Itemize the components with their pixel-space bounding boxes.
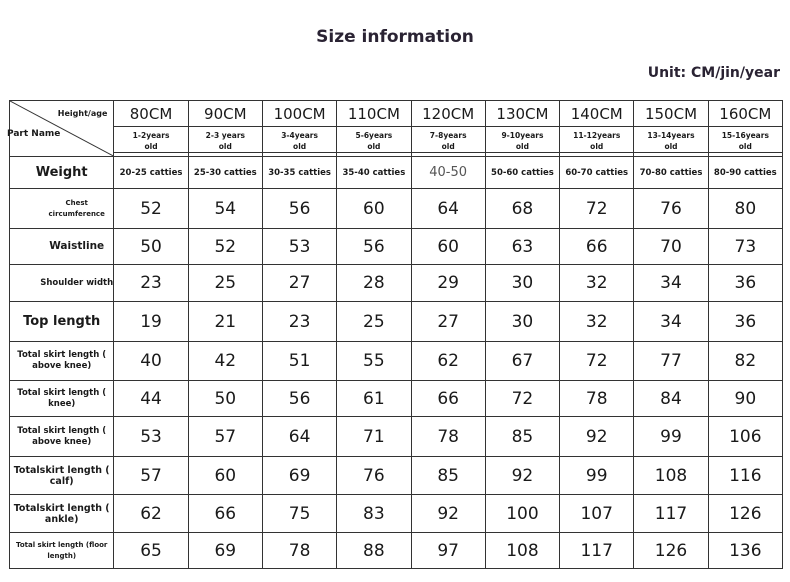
measure-value: 64 xyxy=(411,189,485,229)
measure-value: 106 xyxy=(708,417,782,457)
measure-value: 69 xyxy=(188,533,262,569)
weight-row xyxy=(10,157,783,189)
age-unit: old xyxy=(412,142,485,153)
measure-value: 30 xyxy=(485,265,559,302)
measure-value: 108 xyxy=(485,533,559,569)
size-column-header: 150CM xyxy=(634,101,708,127)
measure-value: 99 xyxy=(560,457,634,495)
measure-value: 50 xyxy=(114,229,188,265)
measure-value: 36 xyxy=(708,265,782,302)
measure-value: 136 xyxy=(708,533,782,569)
corner-bottom-label: Part Name xyxy=(7,129,61,139)
measure-value: 66 xyxy=(411,381,485,417)
measure-value: 68 xyxy=(485,189,559,229)
measure-row xyxy=(10,189,783,229)
age-range: 7-8years xyxy=(429,130,467,140)
size-column-header: 130CM xyxy=(485,101,559,127)
measure-value: 62 xyxy=(114,495,188,533)
measure-value: 62 xyxy=(411,342,485,381)
age-unit: old xyxy=(634,142,707,153)
measure-value: 80 xyxy=(708,189,782,229)
measure-value: 53 xyxy=(114,417,188,457)
measure-label: Waistline xyxy=(10,229,114,265)
measure-value: 72 xyxy=(485,381,559,417)
measure-value: 75 xyxy=(262,495,336,533)
measure-value: 108 xyxy=(634,457,708,495)
measure-value: 34 xyxy=(634,302,708,342)
measure-value: 107 xyxy=(560,495,634,533)
measure-value: 29 xyxy=(411,265,485,302)
measure-row xyxy=(10,265,783,302)
measure-value: 126 xyxy=(708,495,782,533)
age-range: 3-4years xyxy=(281,130,318,140)
age-unit: old xyxy=(263,142,336,153)
measure-value: 65 xyxy=(114,533,188,569)
size-table xyxy=(9,100,783,569)
age-cell xyxy=(560,127,634,157)
measure-value: 77 xyxy=(634,342,708,381)
weight-value: 20-25 catties xyxy=(114,157,188,189)
weight-value: 25-30 catties xyxy=(188,157,262,189)
age-range: 15-16years xyxy=(721,130,769,140)
size-column-header: 110CM xyxy=(337,101,411,127)
measure-value: 40 xyxy=(114,342,188,381)
measure-row xyxy=(10,533,783,569)
size-column-header: 160CM xyxy=(708,101,782,127)
age-cell xyxy=(114,127,188,157)
measure-row xyxy=(10,302,783,342)
age-range: 2-3 years xyxy=(205,130,245,140)
measure-value: 57 xyxy=(188,417,262,457)
measure-row xyxy=(10,229,783,265)
measure-value: 19 xyxy=(114,302,188,342)
corner-top-label: Height/age xyxy=(57,109,108,118)
age-header-row xyxy=(10,127,783,157)
measure-value: 116 xyxy=(708,457,782,495)
measure-value: 50 xyxy=(188,381,262,417)
measure-label: Shoulder width xyxy=(10,265,114,302)
age-unit: old xyxy=(337,142,410,153)
measure-value: 60 xyxy=(188,457,262,495)
measure-label: Totalskirt length ( calf) xyxy=(10,457,114,495)
measure-value: 52 xyxy=(188,229,262,265)
age-unit: old xyxy=(709,142,782,153)
measure-value: 92 xyxy=(560,417,634,457)
measure-value: 56 xyxy=(262,189,336,229)
measure-label: Totalskirt length ( ankle) xyxy=(10,495,114,533)
age-cell xyxy=(337,127,411,157)
measure-row xyxy=(10,417,783,457)
measure-value: 42 xyxy=(188,342,262,381)
weight-value: 60-70 catties xyxy=(560,157,634,189)
measure-value: 52 xyxy=(114,189,188,229)
measure-value: 56 xyxy=(337,229,411,265)
measure-value: 82 xyxy=(708,342,782,381)
weight-value: 50-60 catties xyxy=(485,157,559,189)
age-cell xyxy=(485,127,559,157)
weight-value: 40-50 xyxy=(411,157,485,189)
weight-value: 35-40 catties xyxy=(337,157,411,189)
measure-value: 97 xyxy=(411,533,485,569)
measure-value: 36 xyxy=(708,302,782,342)
measure-value: 57 xyxy=(114,457,188,495)
measure-value: 60 xyxy=(337,189,411,229)
measure-value: 25 xyxy=(337,302,411,342)
size-column-header: 140CM xyxy=(560,101,634,127)
page-title: Size information xyxy=(316,27,474,47)
measure-value: 25 xyxy=(188,265,262,302)
measure-value: 55 xyxy=(337,342,411,381)
measure-value: 61 xyxy=(337,381,411,417)
measure-value: 84 xyxy=(634,381,708,417)
measure-value: 126 xyxy=(634,533,708,569)
measure-value: 85 xyxy=(411,457,485,495)
measure-value: 100 xyxy=(485,495,559,533)
measure-value: 63 xyxy=(485,229,559,265)
measure-label: Top length xyxy=(10,302,114,342)
measure-row xyxy=(10,381,783,417)
measure-value: 90 xyxy=(708,381,782,417)
measure-value: 32 xyxy=(560,302,634,342)
measure-value: 72 xyxy=(560,189,634,229)
measure-value: 76 xyxy=(634,189,708,229)
measure-row xyxy=(10,342,783,381)
age-unit: old xyxy=(486,142,559,153)
measure-value: 117 xyxy=(634,495,708,533)
measure-value: 88 xyxy=(337,533,411,569)
measure-value: 64 xyxy=(262,417,336,457)
age-cell xyxy=(262,127,336,157)
measure-value: 60 xyxy=(411,229,485,265)
age-range: 11-12years xyxy=(573,130,621,140)
measure-label: Total skirt length ( knee) xyxy=(10,381,114,417)
size-column-header: 80CM xyxy=(114,101,188,127)
measure-value: 92 xyxy=(411,495,485,533)
measure-value: 72 xyxy=(560,342,634,381)
measure-value: 51 xyxy=(262,342,336,381)
age-cell xyxy=(634,127,708,157)
measure-value: 73 xyxy=(708,229,782,265)
corner-header-cell xyxy=(7,101,114,157)
measure-value: 23 xyxy=(262,302,336,342)
measure-value: 66 xyxy=(560,229,634,265)
weight-label: Weight xyxy=(10,157,114,189)
measure-value: 99 xyxy=(634,417,708,457)
measure-row xyxy=(10,457,783,495)
measure-value: 23 xyxy=(114,265,188,302)
size-header-row xyxy=(10,101,783,127)
size-column-header: 90CM xyxy=(188,101,262,127)
age-range: 13-14years xyxy=(647,130,695,140)
measure-row xyxy=(10,495,783,533)
measure-value: 32 xyxy=(560,265,634,302)
measure-label: Chest circumference xyxy=(10,189,114,229)
measure-value: 117 xyxy=(560,533,634,569)
measure-value: 21 xyxy=(188,302,262,342)
measure-value: 27 xyxy=(262,265,336,302)
measure-value: 78 xyxy=(411,417,485,457)
age-cell xyxy=(188,127,262,157)
measure-value: 78 xyxy=(560,381,634,417)
measure-value: 67 xyxy=(485,342,559,381)
measure-value: 69 xyxy=(262,457,336,495)
measure-value: 78 xyxy=(262,533,336,569)
age-cell xyxy=(708,127,782,157)
age-unit: old xyxy=(189,142,262,153)
measure-value: 44 xyxy=(114,381,188,417)
age-range: 9-10years xyxy=(501,130,544,140)
measure-value: 66 xyxy=(188,495,262,533)
unit-label: Unit: CM/jin/year xyxy=(647,65,780,81)
measure-value: 34 xyxy=(634,265,708,302)
measure-label: Total skirt length (floor length) xyxy=(10,533,114,569)
size-column-header: 100CM xyxy=(262,101,336,127)
age-unit: old xyxy=(560,142,633,153)
measure-value: 30 xyxy=(485,302,559,342)
age-cell xyxy=(411,127,485,157)
weight-value: 70-80 catties xyxy=(634,157,708,189)
measure-value: 70 xyxy=(634,229,708,265)
measure-label: Total skirt length ( above knee) xyxy=(10,417,114,457)
age-range: 1-2years xyxy=(132,130,170,140)
measure-label: Total skirt length ( above knee) xyxy=(10,342,114,381)
measure-value: 85 xyxy=(485,417,559,457)
weight-value: 30-35 catties xyxy=(262,157,336,189)
age-unit: old xyxy=(114,142,187,153)
measure-value: 83 xyxy=(337,495,411,533)
measure-value: 27 xyxy=(411,302,485,342)
size-column-header: 120CM xyxy=(411,101,485,127)
measure-value: 53 xyxy=(262,229,336,265)
measure-value: 28 xyxy=(337,265,411,302)
measure-value: 71 xyxy=(337,417,411,457)
age-range: 5-6years xyxy=(355,130,393,140)
weight-value: 80-90 catties xyxy=(708,157,782,189)
measure-value: 54 xyxy=(188,189,262,229)
measure-value: 56 xyxy=(262,381,336,417)
measure-value: 92 xyxy=(485,457,559,495)
measure-value: 76 xyxy=(337,457,411,495)
